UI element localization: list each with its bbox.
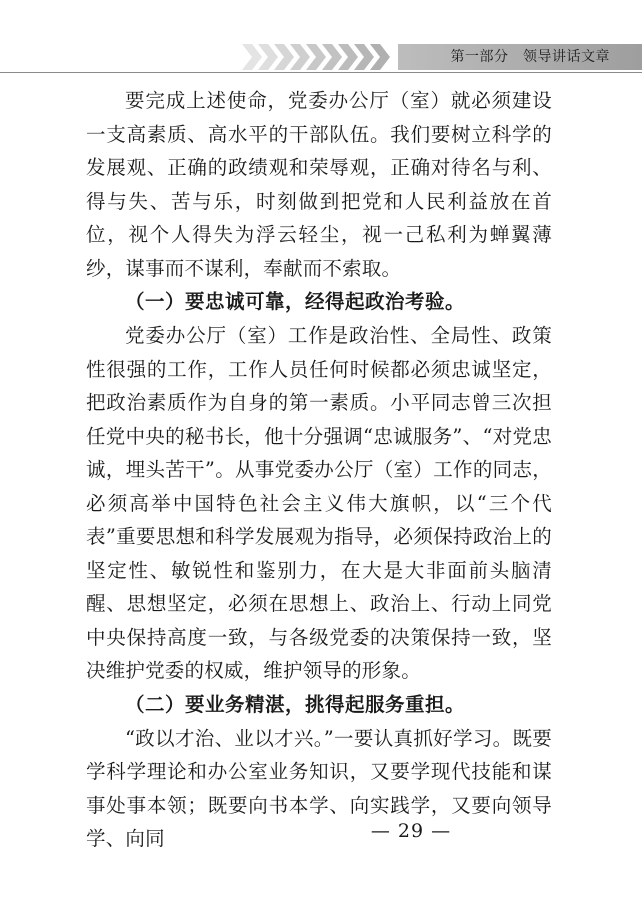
section-label: 第一部分 领导讲话文章 — [450, 49, 610, 65]
page-number: — 29 — — [370, 820, 452, 842]
paragraph-2: 党委办公厅（室）工作是政治性、全局性、政策性很强的工作，工作人员任何时候都必须忠诚坚定，把政治素质作为自身的第一素质。小平同志曾三次担任党中央的秘书长，他十分强调“忠诚服务”、“对党忠诚，埋头苦干”。从事党委办公厅（室）工作的同志，必须高举中国特色社会主义伟大旗帜，以“三个代表”重要思想和科学发展观为指导，必须保持政治上的坚定性、敏锐性和鉴别力，在大是大非面前头脑清醒、思想坚定，必须在思想上、政治上、行动上同党中央保持高度一致，与各级党委的决策保持一致，坚决维护党委的权威，维护领导的形象。 — [86, 324, 552, 682]
section-heading-1: （一）要忠诚可靠，经得起政治考验。 — [125, 290, 466, 313]
header-rule — [0, 72, 642, 73]
section-heading-2: （二）要业务精湛，挑得起服务重担。 — [125, 692, 466, 716]
page-body — [86, 84, 552, 856]
header-bar — [398, 44, 642, 70]
paragraph-1: 要完成上述使命，党委办公厅（室）就必须建设一支高素质、高水平的干部队伍。我们要树立科学的发展观、正确的政绩观和荣辱观，正确对待名与利、得与失、苦与乐，时刻做到把党和人民利益放在首位，视个人得失为浮云轻尘，视一己私利为蝉翼薄纱，谋事而不谋利，奉献而不索取。 — [86, 89, 552, 280]
paragraph-3: “政以才治、业以才兴。”一要认真抓好学习。既要学科学理论和办公室业务知识，又要学现代技能和谋事处事本领；既要向书本学、向实践学，又要向领导学、向同 — [86, 726, 552, 850]
running-header — [0, 44, 642, 70]
